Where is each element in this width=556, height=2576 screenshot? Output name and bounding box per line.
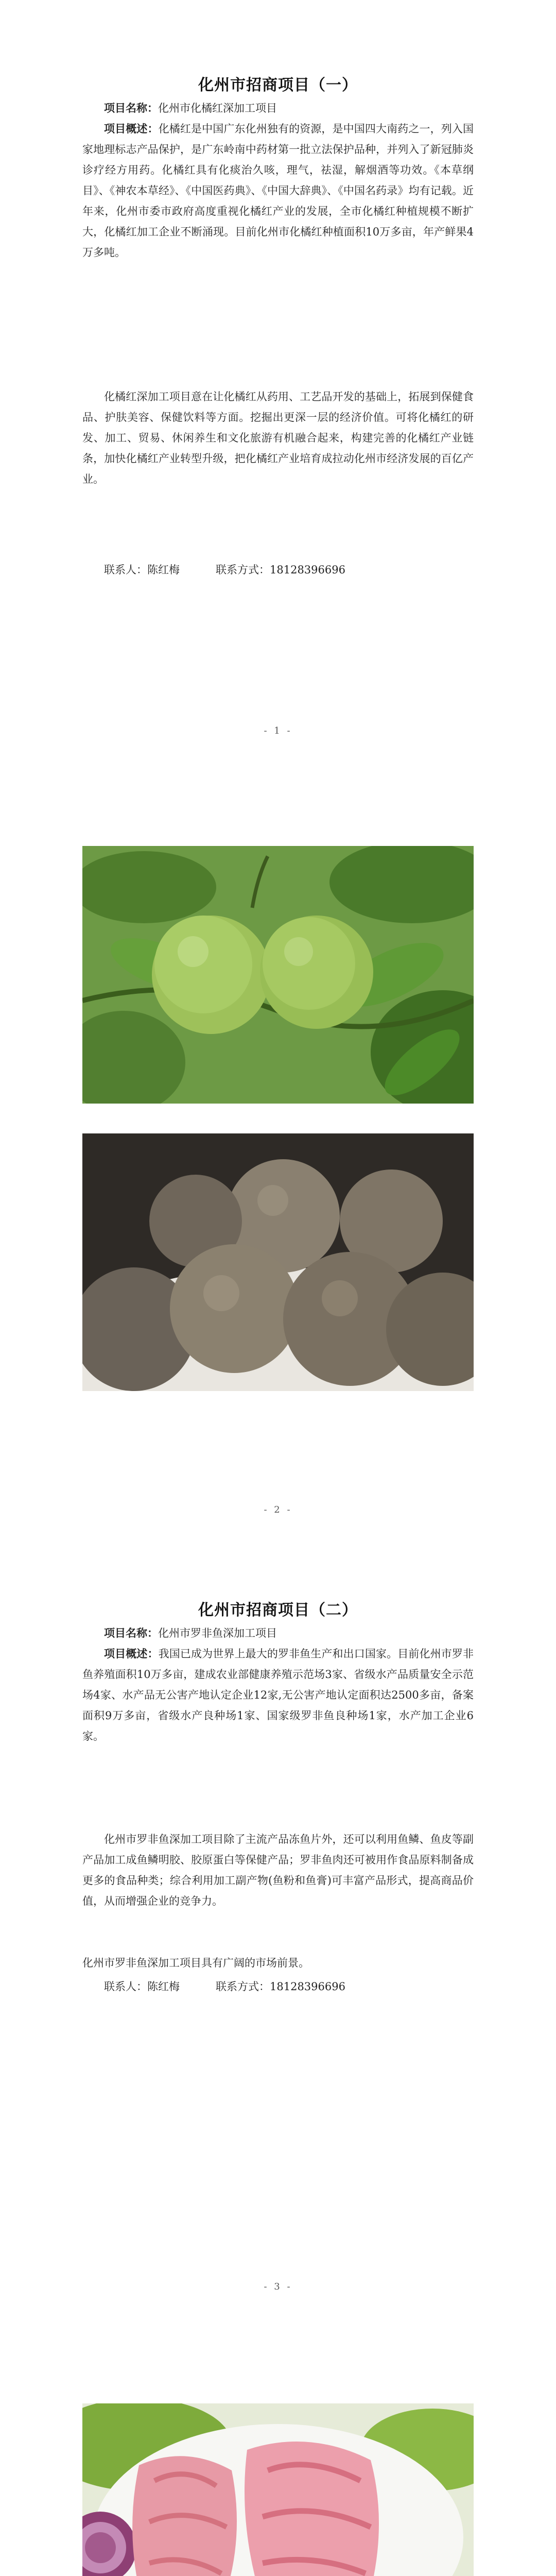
dried-fruits-image — [82, 1133, 474, 1391]
page-number-3: - 3 - — [264, 2281, 292, 2292]
project1-contact-phone: 联系方式：18128396696 — [216, 564, 345, 576]
project1-contact-person: 联系人：陈红梅 — [104, 564, 180, 576]
photo-green-pomelo — [82, 846, 474, 1104]
project2-name-line — [82, 1623, 474, 1643]
project2-overview-p2-text: 化州市罗非鱼深加工项目除了主流产品冻鱼片外，还可以利用鱼鳞、鱼皮等副产品加工成鱼鳞明胶、胶原蛋白等保健产品；罗非鱼肉还可被用作食品原料制备成更多的食品种类；综合利用加工副产物(鱼粉和鱼膏)可丰富产品形式，提高商品价值，从而增强企业的竞争力。 — [82, 1833, 474, 1907]
page-number-2: - 2 - — [264, 1504, 292, 1515]
project1-name-value: 化州市化橘红深加工项目 — [158, 102, 277, 114]
project1-overview-p2 — [82, 386, 474, 489]
project2-name-label: 项目名称： — [104, 1626, 158, 1639]
project2-contact — [104, 1978, 345, 1994]
project1-title: 化州市招商项目（一） — [198, 76, 358, 94]
project2-overview-p3 — [82, 1953, 474, 1973]
project2-contact-phone: 联系方式：18128396696 — [216, 1980, 345, 1993]
project1-overview-p1 — [82, 118, 474, 263]
page-number-1: - 1 - — [264, 725, 292, 736]
project1-overview-label: 项目概述： — [104, 122, 159, 135]
pomelo-tree-image — [82, 846, 474, 1104]
project2-name-value: 化州市罗非鱼深加工项目 — [158, 1627, 277, 1639]
project2-overview-p2 — [82, 1829, 474, 1911]
project2-overview-p1 — [82, 1643, 474, 1747]
photo-tilapia-fillets — [82, 2403, 474, 2576]
project1-overview-p2-text: 化橘红深加工项目意在让化橘红从药用、工艺品开发的基础上，拓展到保健食品、护肤美容、保健饮料等方面。挖掘出更深一层的经济价值。可将化橘红的研发、加工、贸易、休闲养生和文化旅游有机融合起来，构建完善的化橘红产业链条，加快化橘红产业转型升级，把化橘红产业培育成拉动化州市经济发展的百亿产业。 — [82, 391, 474, 485]
photo-dried-fruits — [82, 1133, 474, 1391]
project1-contact — [104, 562, 345, 577]
project2-contact-person: 联系人：陈红梅 — [104, 1980, 180, 1993]
project2-title: 化州市招商项目（二） — [198, 1601, 358, 1619]
project1-name-label: 项目名称： — [104, 101, 158, 114]
project2-overview-label: 项目概述： — [104, 1647, 159, 1660]
project1-overview-p1-text: 化橘红是中国广东化州独有的资源，是中国四大南药之一，列入国家地理标志产品保护，是广东岭南中药材第一批立法保护品种，并列入了新冠肺炎诊疗经方用药。化橘红具有化痰治久咳，理气，祛湿，解烟酒等功效。《本草纲目》、《神农本草经》、《中国医药典》、《中国大辞典》、《中国名药录》均有记载。近年来，化州市委市政府高度重视化橘红产业的发展，全市化橘红种植规模不断扩大，化橘红加工企业不断涌现。目前化州市化橘红种植面积10万多亩，年产鲜果4万多吨。 — [82, 123, 474, 259]
project2-overview-p1-text: 我国已成为世界上最大的罗非鱼生产和出口国家。目前化州市罗非鱼养殖面积10万多亩，建成农业部健康养殖示范场3家、省级水产品质量安全示范场4家、水产品无公害产地认定企业12家,无公害产地认定面积达2500多亩，备案面积9万多亩，省级水产良种场1家、国家级罗非鱼良种场1家，水产加工企业6家。 — [82, 1648, 474, 1742]
tilapia-fillets-image — [82, 2403, 474, 2576]
project1-name-line — [82, 98, 474, 118]
project2-overview-p3-text: 化州市罗非鱼深加工项目具有广阔的市场前景。 — [82, 1957, 309, 1969]
